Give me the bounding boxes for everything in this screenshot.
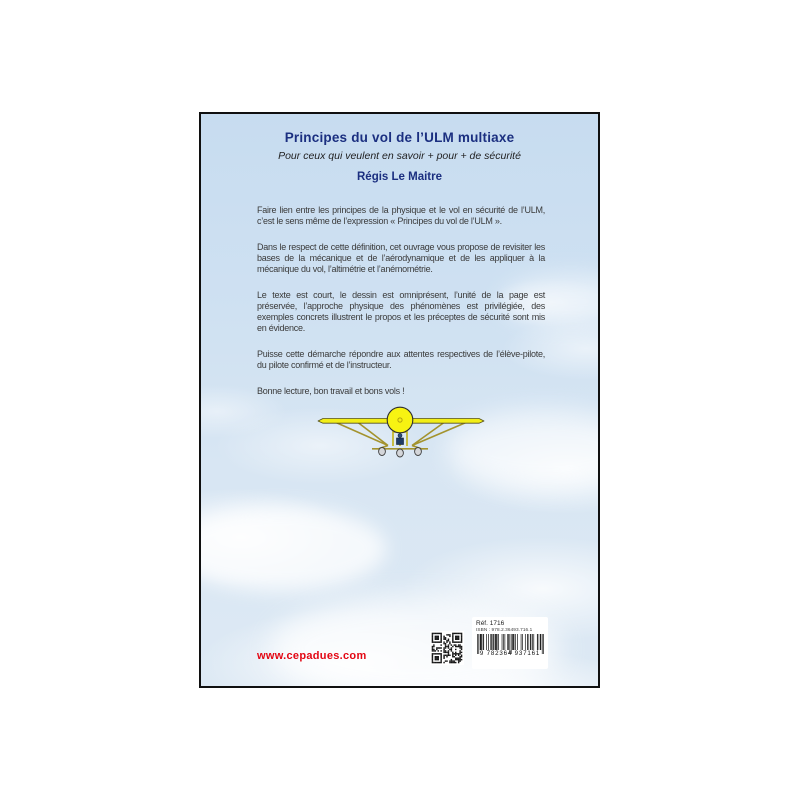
- wheel-right: [415, 448, 422, 456]
- wheel-left: [379, 448, 386, 456]
- reference-number: Réf. 1716: [476, 620, 505, 627]
- propeller-disc: [387, 407, 413, 433]
- cover-header: [201, 130, 598, 183]
- barcode-digits: 9 782364 937161: [479, 650, 541, 657]
- book-subtitle: Pour ceux qui veulent en savoir + pour + de sécurité: [278, 150, 521, 162]
- blurb-paragraph: Puisse cette démarche répondre aux attentes respectives de l’élève-pilote, du pilote confirmé et de l’instructeur.: [257, 349, 545, 370]
- book-back-cover: [199, 112, 600, 688]
- blurb-paragraph: Dans le respect de cette définition, cet ouvrage vous propose de revisiter les bases de la mécanique et de l’aérodynamique et de les appliquer à la mécanique du vol, l’altimétrie et l’anémométrie.: [257, 242, 545, 274]
- pilot-body: [397, 438, 404, 445]
- blurb-paragraph: Bonne lecture, bon travail et bons vols !: [257, 386, 405, 396]
- book-title: Principes du vol de l’ULM multiaxe: [284, 130, 515, 145]
- pilot-head: [398, 434, 402, 438]
- isbn-number: ISBN : 978.2.36493.716.1: [476, 627, 533, 632]
- back-cover-blurb: [257, 205, 545, 397]
- publisher-website-url: www.cepadues.com: [257, 650, 367, 662]
- cloud-shape: [199, 506, 386, 591]
- blurb-paragraph: Faire lien entre les principes de la physique et le vol en sécurité de l’ULM, c’est le sens même de l’expression « Principes du vol de l’ULM ».: [257, 205, 545, 226]
- qr-code: [430, 631, 464, 665]
- wheel-center: [397, 449, 404, 457]
- book-author: Régis Le Maitre: [357, 171, 442, 183]
- ulm-aircraft-illustration: [314, 404, 488, 460]
- barcode-panel: [472, 617, 548, 669]
- blurb-paragraph: Le texte est court, le dessin est omniprésent, l’unité de la page est préservée, l’approche physique des phénomènes est privilégiée, des exemples concrets illustrent le propos et les préceptes de sécurité sont mis en évidence.: [257, 290, 545, 333]
